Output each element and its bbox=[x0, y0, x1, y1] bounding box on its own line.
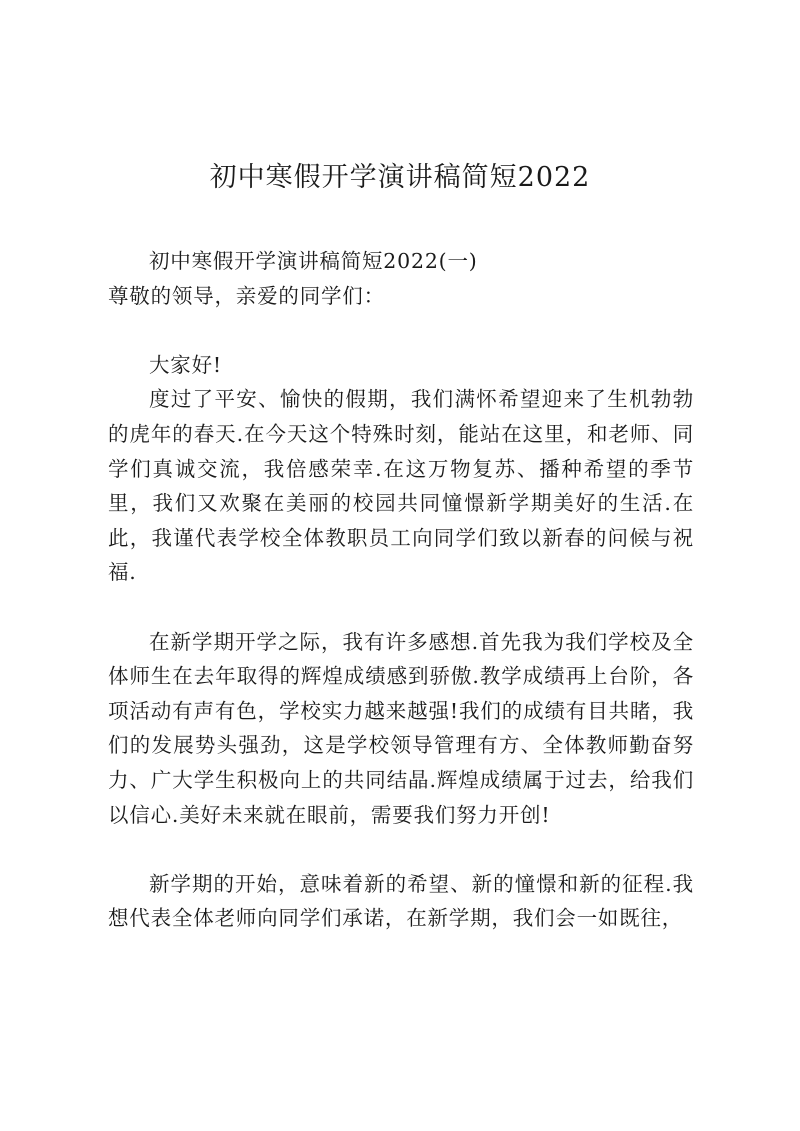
paragraph-gap bbox=[108, 590, 694, 625]
speech-subtitle: 初中寒假开学演讲稿简短2022(一) bbox=[149, 249, 478, 273]
document-title: 初中寒假开学演讲稿简短2022 bbox=[209, 162, 591, 193]
paragraph-gap bbox=[108, 313, 694, 348]
paragraph-3: 新学期的开始，意味着新的希望、新的憧憬和新的征程.我想代表全体老师向同学们承诺，在新学期，我们会一如既往， bbox=[108, 871, 694, 931]
paragraph-gap bbox=[108, 832, 694, 867]
document-body bbox=[108, 244, 694, 936]
greeting: 大家好! bbox=[149, 352, 222, 377]
paragraph-1: 度过了平安、愉快的假期，我们满怀希望迎来了生机勃勃的虎年的春天.在今天这个特殊时刻，能站在这里，和老师、同学们真诚交流，我倍感荣幸.在这万物复苏、播种希望的季节里，我们又欢聚在美丽的校园共同憧憬新学期美好的生活.在此，我谨代表学校全体教职员工向同学们致以新春的问候与祝福. bbox=[108, 387, 694, 585]
paragraph-2: 在新学期开学之际，我有许多感想.首先我为我们学校及全体师生在去年取得的辉煌成绩感到骄傲.教学成绩再上台阶，各项活动有声有色，学校实力越来越强!我们的成绩有目共睹，我们的发展势头强劲，这是学校领导管理有方、全体教师勤奋努力、广大学生积极向上的共同结晶.辉煌成绩属于过去，给我们以信心.美好未来就在眼前，需要我们努力开创! bbox=[108, 629, 694, 827]
salutation: 尊敬的领导，亲爱的同学们： bbox=[108, 283, 385, 308]
